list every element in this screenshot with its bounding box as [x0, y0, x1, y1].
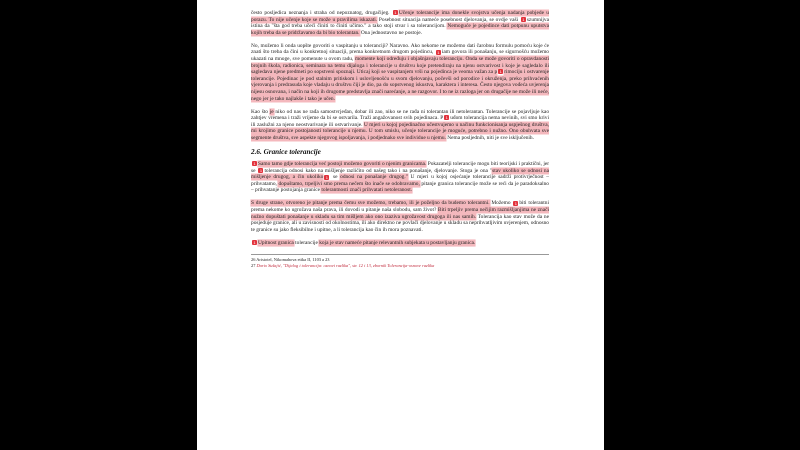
annotation-marker-icon[interactable]: 1: [522, 16, 525, 22]
document-page: [197, 0, 604, 450]
body-text: pitanje granica tolerancije može se reći da je paradoksalno – prihvatanje postojanja granice: [251, 180, 549, 194]
highlighted-text[interactable]: odnosi na ponašanje drugog.": [340, 174, 408, 181]
paragraph: [251, 10, 549, 36]
body-text: szumnijva istina da "šta god treba učeći činiti to činiti učimo." a tako stoji stvar i sa tolerancijom.: [251, 16, 549, 30]
highlighted-text[interactable]: Biti trpeljiv prema nečijim razmišljanjima ne znači nužno dopuštati ponašanje u skladu sa tim mišljem ako ono izaziva ugrožavost drugoga ili nas samih.: [251, 207, 549, 220]
body-text: često posljedica neznanja i straha od nepoznatog, drugačijeg.: [251, 10, 392, 16]
annotation-marker-icon[interactable]: 1: [259, 167, 263, 173]
body-text: uđom tolerancija nema nevinih, svi smo krivi ili zaslužni za njeno neostvarivanje ili ostvarivanje.: [251, 115, 549, 128]
body-text: Možemo: [489, 200, 513, 207]
highlighted-text[interactable]: S druge strane, otvoreno je pitanje prema čemu sve možemo, trebamo, ili je poželjno da budemo tolerantni.: [251, 200, 490, 207]
body-text: tolerancija odnosi kako na mišljenje različito od našeg tako i na ponašanje, djelovanje. Stoga je ona ": [264, 167, 493, 174]
paragraph: [251, 200, 549, 233]
paragraph: [251, 161, 549, 194]
annotation-marker-icon[interactable]: 1: [394, 10, 397, 16]
highlighted-text[interactable]: dopuštamo, trpeljivi smo prema nečem što inače se odobravamo,: [278, 180, 420, 187]
body-text: iam govora ili ponašanju, se sigurnošću možemo ukazati na mnoge, sve pomenute u ovom radu,: [251, 49, 550, 62]
body-text: Tolerancija kao stav može da ne posjeduje granice, ali u zavisnosti od okolnostima, ili ako direktno ne povlači djelovanje u skladu sa neprihvatljivim uvjerenjem, odnosno te granice su jako fleksibilne i upitne, a li tolerancija kao čin ih mora poznavati.: [251, 213, 549, 233]
body-text: Pokazatelji tolerancije mogu biti teorijski i praktični, jer se: [251, 161, 550, 174]
body-text: biti tolerantni prema nekome ko ugrožava naša prava, ili dovodi u pitanje naša slobodu, sam život?: [251, 200, 550, 214]
annotation-marker-icon[interactable]: 1: [253, 240, 256, 246]
section-heading: 2.6. Granice tolerancije: [251, 148, 321, 157]
body-text: Kao što: [251, 108, 270, 115]
highlighted-text[interactable]: Učenje tolerancije ima donekle svojstva učenja nadanja pobjede u porazu. To nije učenje koje se može u pravilima iskazati.: [251, 10, 549, 23]
footnote-number: 26: [251, 257, 256, 263]
paragraph: [251, 109, 549, 142]
body-text: Nema posljednih, niti je sve isključenih.: [445, 134, 534, 141]
annotation-marker-icon[interactable]: 1: [253, 161, 256, 167]
annotation-marker-icon[interactable]: 1: [437, 49, 440, 55]
highlighted-text[interactable]: Upitnost granica: [258, 239, 294, 246]
highlighted-text[interactable]: momente koji određuju i objašnjavaju toleranciju. Onda se može govoriti o opravdanosti brojnih škola, radionica, seminara na temu dijaloga i tolerancije u društvu koje pretendiraju na njenu ostvarivost i koje je sagledalo ili sagledava njene predmeti po sopstveni spoznaji. Uticaj koji se vaspitanjem vrši na pojedinca je veoma važan za p: [251, 55, 550, 76]
annotation-marker-icon[interactable]: 1: [514, 200, 517, 206]
highlighted-text[interactable]: rimociju i ostvarenje tolerancije. Pojedinac je pod stalnim pritiskom i uslovljenošću u svom djelovanju, počevši od porodice i okruženja, preko prihvaćenih vjerovanja i predrasuda koje vladaju u društvu čiji je dio, pa do sopstvenog iskustva, karaktera i interesa. Često njegova vođeća uvjerenja nijesu osnovana, i način na koji ih drugome predstavlja znači narećanje, a ne razgovor. I to ne iz razloga jer on drugačije ne može ili neće, nego jer je tako najlakše i tako je učen.: [251, 69, 549, 102]
body-text: tolerancije: [293, 239, 320, 246]
annotation-marker-icon[interactable]: 1: [325, 174, 328, 180]
highlighted-text[interactable]: koja je stav nameće pitanje relevantnih subjekata u postavljanju granica.: [319, 239, 476, 246]
body-text: Posebnost situacija nameće posebnost djelovanja, se ovdje vaši: [377, 16, 520, 23]
highlighted-text[interactable]: Nemoguće je pojedince dati potpunu uputstva kojih treba da se pridržavamo da bi bio tolerantan.: [251, 23, 549, 36]
footnote-text: Dario Sušajić, "Dijalog i tolerancija: osnovi razlika", str. 12 i 13, zbornik Tolerancija-osnove razlika: [256, 262, 435, 268]
paragraph: [251, 43, 549, 102]
body-text: niko od nas ne rađa samostvrjeđan, dobar ili zao, niko se ne rađa ni tolerantan ili netolerantan. Tolerancije se pojavljuje kao zahtjev vremena i traži vrijeme da bi se ostvarila. Traži angažovanost svih pojedinaca. P: [251, 108, 550, 122]
highlighted-text[interactable]: Samo tamo gdje tolerancija već postoji možemo govoriti o njenim granicama.: [258, 161, 427, 168]
highlighted-text[interactable]: U mjeri u kojoj pojedinačno učestvujemo u načinu funkcionisanja uspješnog društva, mi krojimo granice postojanosti tolerancije u njemu. U tom smislu, učenje tolerancije je moguće, potrebno i nužno. Ono obuhvata sve segmente društva, sve aspekte njegovog ispoljavanja, i podjednako sve individue u njemu.: [251, 121, 549, 141]
footnote-text: Aristotel, Nikomahova etika II, 1103 a 23: [256, 257, 330, 263]
footnote-number: 27: [251, 262, 256, 268]
annotation-marker-icon[interactable]: 1: [499, 69, 502, 75]
highlighted-text[interactable]: stav ukoliko se odnosi na mišljenje drugog, a čin ukoliko: [251, 167, 549, 181]
paragraph: [251, 240, 549, 247]
page-content: [251, 10, 549, 268]
highlighted-text[interactable]: je: [269, 108, 274, 115]
body-text: Ona jednostavno ne postoje.: [359, 29, 422, 36]
footnote: [251, 263, 549, 268]
body-text: se: [330, 174, 341, 181]
footnotes: [251, 254, 549, 268]
body-text: No, možemo li onda uopšte govoriti o vaspitanju u toleranciji? Naravno. Ako nekome ne možemo dati čarobnu formulu pomoću koje će znati što treba da čini u konkretnoj situaciji, prema konkretnom drugom pojedincu,: [251, 42, 549, 56]
annotation-marker-icon[interactable]: 1: [445, 115, 448, 121]
highlighted-text[interactable]: tolerantnosti znači prihvatati netoleranost.: [321, 187, 413, 194]
body-text: U mjeri u kojoj osjećanje tolerancije sadrži protivrječnost – prihvatamo,: [251, 174, 549, 187]
